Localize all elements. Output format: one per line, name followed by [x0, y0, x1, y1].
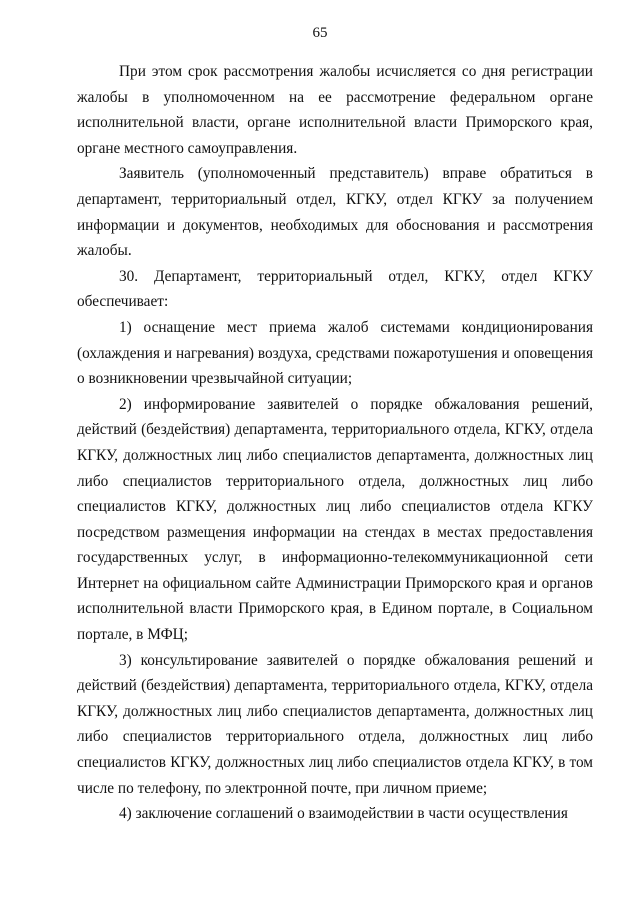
paragraph-subitem-3: 3) консультирование заявителей о порядке обжалования решений и действий (бездействия) департамента, территориального отдела, КГКУ, отдела КГКУ, должностных лиц либо специалистов департамента, должностных лиц либо специалистов территориального отдела, должностных лиц либо специалистов КГКУ, должностных лиц либо специалистов отдела КГКУ, в том числе по телефону, по электронной почте, при личном приеме; — [77, 651, 593, 797]
paragraph-subitem-2: 2) информирование заявителей о порядке обжалования решений, действий (бездействия) департамента, территориального отдела, КГКУ, отдела КГКУ, должностных лиц либо специалистов департамента, должностных лиц либо специалистов территориального отдела, должностных лиц либо специалистов КГКУ, должностных лиц либо специалистов отдела КГКУ посредством размещения информации на стендах в местах предоставления государственных услуг, в информационно-телекоммуникационной сети Интернет на официальном сайте Администрации Приморского края и органов исполнительной власти Приморского края, в Едином портале, в Социальном портале, в МФЦ; — [77, 395, 593, 644]
paragraph-complaint-term: При этом срок рассмотрения жалобы исчисляется со дня регистрации жалобы в уполномоченном на ее рассмотрение федеральном органе исполнительной власти, органе исполнительной власти Приморского края, органе местного самоуправления. — [77, 63, 593, 157]
paragraph-applicant-right: Заявитель (уполномоченный представитель) вправе обратиться в департамент, территориальный отдел, КГКУ, отдел КГКУ за получением информации и документов, необходимых для обоснования и рассмотрения жалобы. — [77, 165, 593, 260]
paragraph-item-30: 30. Департамент, территориальный отдел, КГКУ, отдел КГКУ обеспечивает: — [77, 267, 593, 311]
paragraph-subitem-1: 1) оснащение мест приема жалоб системами кондиционирования (охлаждения и нагревания) воздуха, средствами пожаротушения и оповещения о возникновении чрезвычайной ситуации; — [77, 318, 593, 388]
page-number: 65 — [312, 25, 328, 41]
document-body — [77, 59, 593, 827]
paragraph-subitem-4: 4) заключение соглашений о взаимодействии в части осуществления — [119, 805, 568, 823]
